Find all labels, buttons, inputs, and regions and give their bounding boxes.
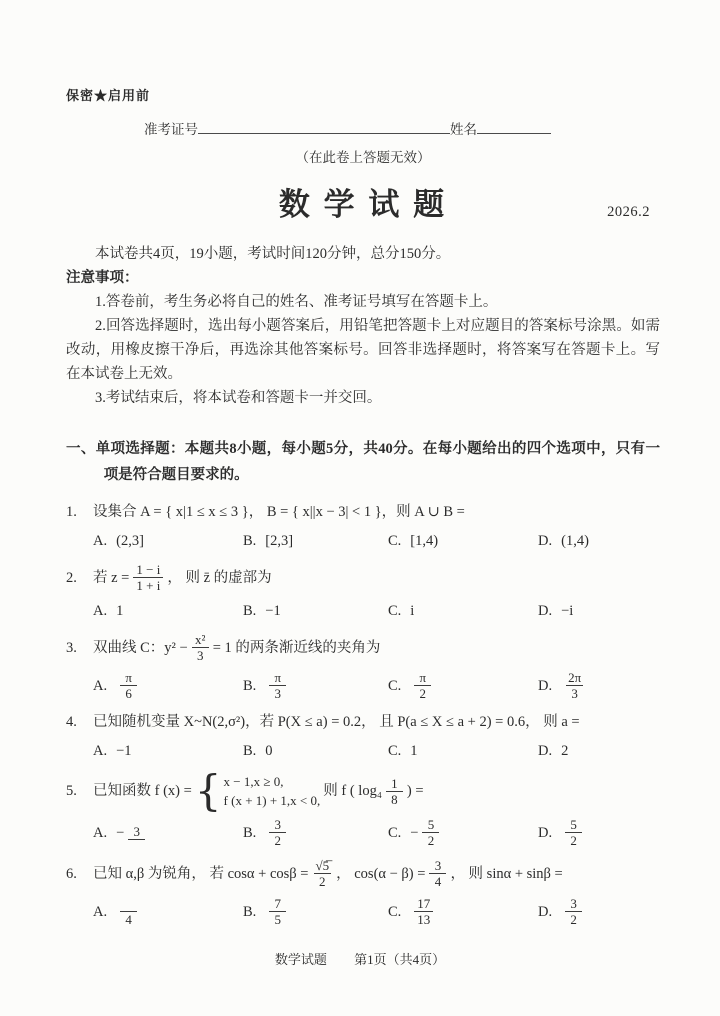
question-stem [66, 710, 660, 734]
case-row: x − 1,x ≥ 0, [223, 774, 284, 789]
option-value [561, 599, 573, 623]
option-value [116, 821, 149, 845]
fraction: $\frac{2\pi}{3}$ [568, 670, 582, 701]
question-number: 5. [66, 783, 77, 799]
option-value [265, 599, 280, 623]
option-label: A. [93, 903, 108, 920]
fraction: 4 [120, 897, 137, 927]
question-stem [66, 766, 660, 815]
option-label: A. [93, 677, 108, 694]
fraction: $\frac{7}{5}$ [269, 896, 286, 927]
option-value [561, 739, 568, 763]
option-value [116, 599, 123, 623]
answer-invalid-note: （在此卷上答题无效） [295, 150, 431, 165]
option [388, 895, 538, 928]
option-value [410, 669, 435, 702]
question-text [93, 500, 465, 524]
question [66, 710, 660, 763]
math-text: 0 [265, 743, 273, 759]
notice-item-3: 3.考试结束后，将本试卷和答题卡一并交回。 [95, 390, 382, 406]
question-options [66, 816, 660, 849]
brace-glyph: { [194, 766, 222, 815]
question-stem [66, 500, 660, 524]
question-stem [66, 631, 660, 664]
option [243, 529, 388, 553]
name-blank [477, 118, 551, 134]
option-label: A. [93, 533, 108, 549]
question-text [93, 766, 424, 815]
option-value [410, 895, 437, 928]
option-value [116, 669, 141, 702]
question-number: 2. [66, 569, 77, 586]
question-text [93, 561, 272, 594]
option [538, 816, 660, 849]
fraction: $\frac{3}{4}$ [429, 858, 446, 889]
option-label: D. [538, 677, 553, 694]
fraction: $\frac{1}{8}$ [386, 776, 403, 807]
math-text: i [410, 603, 415, 619]
option-label: C. [388, 677, 402, 694]
math-text: ， 则 sinα + sinβ = [450, 865, 563, 882]
math-text: −1 [265, 603, 281, 619]
fraction: $\frac{\pi}{2}$ [414, 670, 431, 701]
math-text: ， 则 z̄ 的虚部为 [167, 569, 272, 586]
option-label: D. [538, 903, 553, 920]
admission-number-label: 准考证号 [144, 122, 198, 137]
math-text: 则 f ( log₄ [323, 783, 382, 799]
fraction: $\frac{\text{x²}}{3}$ [192, 632, 209, 663]
option-value [265, 669, 290, 702]
case-row: f (x + 1) + 1,x < 0, [223, 793, 321, 808]
option [243, 599, 388, 623]
option [388, 739, 538, 763]
question [66, 500, 660, 553]
fraction: 3 [128, 824, 145, 842]
candidate-info-row [144, 118, 660, 142]
fraction: $\frac{1 - i}{1 + i}$ [133, 562, 163, 593]
question-number: 4. [66, 714, 77, 730]
math-text: − [410, 824, 419, 841]
option [388, 529, 538, 553]
option-label: C. [388, 743, 402, 759]
math-text: 1 [410, 743, 418, 759]
question-text [93, 710, 580, 734]
math-text: [1,4) [410, 533, 439, 549]
option [538, 739, 660, 763]
admission-number-blank [198, 118, 450, 134]
option-value [561, 529, 589, 553]
question [66, 857, 660, 928]
questions [66, 500, 660, 928]
option-label: C. [388, 533, 402, 549]
option-label: C. [388, 824, 402, 841]
option [93, 896, 243, 928]
math-text: − [116, 824, 125, 841]
option-label: A. [93, 824, 108, 841]
option-label: D. [538, 603, 553, 619]
option [93, 529, 243, 553]
option-label: B. [243, 603, 257, 619]
math-text: [2,3] [265, 533, 294, 549]
question [66, 766, 660, 849]
option-label: B. [243, 743, 257, 759]
option [93, 739, 243, 763]
option-value [116, 739, 131, 763]
option-value [116, 896, 141, 928]
option-value [561, 816, 586, 849]
option-label: A. [93, 743, 108, 759]
option [538, 895, 660, 928]
exam-date: 2026.2 [607, 204, 650, 220]
fraction: $\frac{√5̅}{2}$ [315, 858, 330, 889]
piecewise-cases [194, 766, 321, 815]
question-number: 6. [66, 865, 77, 882]
math-text: 已知 α,β 为锐角， 若 cosα + cosβ = [93, 865, 309, 882]
exam-title: 数 学 试 题 [278, 187, 448, 222]
name-label: 姓名 [450, 122, 477, 137]
option-value [410, 739, 417, 763]
question-text [93, 857, 563, 890]
fraction: $\frac{3}{2}$ [269, 817, 286, 848]
footer-doc-title: 数学试题 [274, 952, 327, 967]
question-text [93, 631, 380, 664]
option-label: C. [388, 603, 402, 619]
math-text: 已知随机变量 X~N(2,σ²)，若 P(X ≤ a) = 0.2， 且 P(a ≤ X ≤ a + 2) = 0.6， 则 a = [93, 714, 580, 730]
option-value [410, 529, 438, 553]
option-value [561, 895, 586, 928]
math-text: −1 [116, 743, 132, 759]
fraction: $\frac{\pi}{3}$ [269, 670, 286, 701]
math-text: ， cos(α − β) = [336, 865, 426, 882]
fraction: $\frac{\pi}{6}$ [120, 670, 137, 701]
option [243, 816, 388, 849]
math-text: −i [561, 603, 574, 619]
math-text: 双曲线 C：y² − [93, 639, 188, 656]
question-number: 1. [66, 504, 77, 520]
fraction: $\frac{17}{13}$ [414, 896, 433, 927]
option-label: C. [388, 903, 402, 920]
option [538, 669, 660, 702]
math-text: ) = [406, 783, 424, 799]
option-label: B. [243, 677, 257, 694]
option [93, 669, 243, 702]
question-options [66, 529, 660, 553]
option [243, 895, 388, 928]
math-text: 1 [116, 603, 124, 619]
option [388, 669, 538, 702]
math-text: = 1 的两条渐近线的夹角为 [212, 639, 381, 656]
section-title: 一、单项选择题：本题共8小题，每小题5分，共40分。在每小题给出的四个选项中，只有一项是符合题目要求的。 [66, 441, 660, 483]
option-label: D. [538, 533, 553, 549]
question-options [66, 599, 660, 623]
option-value [410, 816, 443, 849]
option [388, 816, 538, 849]
fraction: $\frac{3}{2}$ [565, 896, 582, 927]
math-text: 若 z = [93, 569, 130, 586]
math-text: (1,4) [561, 533, 589, 549]
exam-intro: 本试卷共4页，19小题，考试时间120分钟，总分150分。 [95, 246, 451, 262]
question-options [66, 669, 660, 702]
question [66, 631, 660, 702]
notice-item-1: 1.答卷前，考生务必将自己的姓名、准考证号填写在答题卡上。 [95, 294, 498, 310]
option [93, 599, 243, 623]
option-label: B. [243, 824, 257, 841]
option-value [265, 816, 290, 849]
option [388, 599, 538, 623]
option-value [410, 599, 414, 623]
option-value [265, 895, 290, 928]
math-text: (2,3] [116, 533, 144, 549]
option [243, 669, 388, 702]
option-label: D. [538, 743, 553, 759]
notice-item-2: 2.回答选择题时，选出每小题答案后，用铅笔把答题卡上对应题目的答案标号涂黑。如需改动，用橡皮擦干净后，再选涂其他答案标号。回答非选择题时，将答案写在答题卡上。写在本试卷上无效。 [66, 318, 660, 382]
option-value [116, 529, 144, 553]
question-stem [66, 561, 660, 594]
math-text: 已知函数 f (x) = [93, 783, 192, 799]
option-value [561, 669, 588, 702]
footer-page-number: 第1页（共4页） [354, 952, 446, 967]
notice-title: 注意事项： [66, 270, 139, 286]
option-label: B. [243, 533, 257, 549]
option-label: D. [538, 824, 553, 841]
option [538, 599, 660, 623]
math-text: 2 [561, 743, 569, 759]
option-value [265, 529, 293, 553]
question-options [66, 895, 660, 928]
title-row [66, 182, 660, 228]
option [93, 821, 243, 845]
math-text: 设集合 A = { x|1 ≤ x ≤ 3 }， B = { x||x − 3| < 1 }，则 A ∪ B = [93, 504, 465, 520]
question-number: 3. [66, 639, 77, 656]
question-options [66, 739, 660, 763]
page-footer [0, 948, 720, 972]
question [66, 561, 660, 623]
option-label: B. [243, 903, 257, 920]
option [243, 739, 388, 763]
option-value [265, 739, 272, 763]
fraction: $\frac{5}{2}$ [422, 817, 439, 848]
fraction: $\frac{5}{2}$ [565, 817, 582, 848]
question-stem [66, 857, 660, 890]
option-label: A. [93, 603, 108, 619]
option [538, 529, 660, 553]
secrecy-notice: 保密★启用前 [66, 88, 151, 103]
